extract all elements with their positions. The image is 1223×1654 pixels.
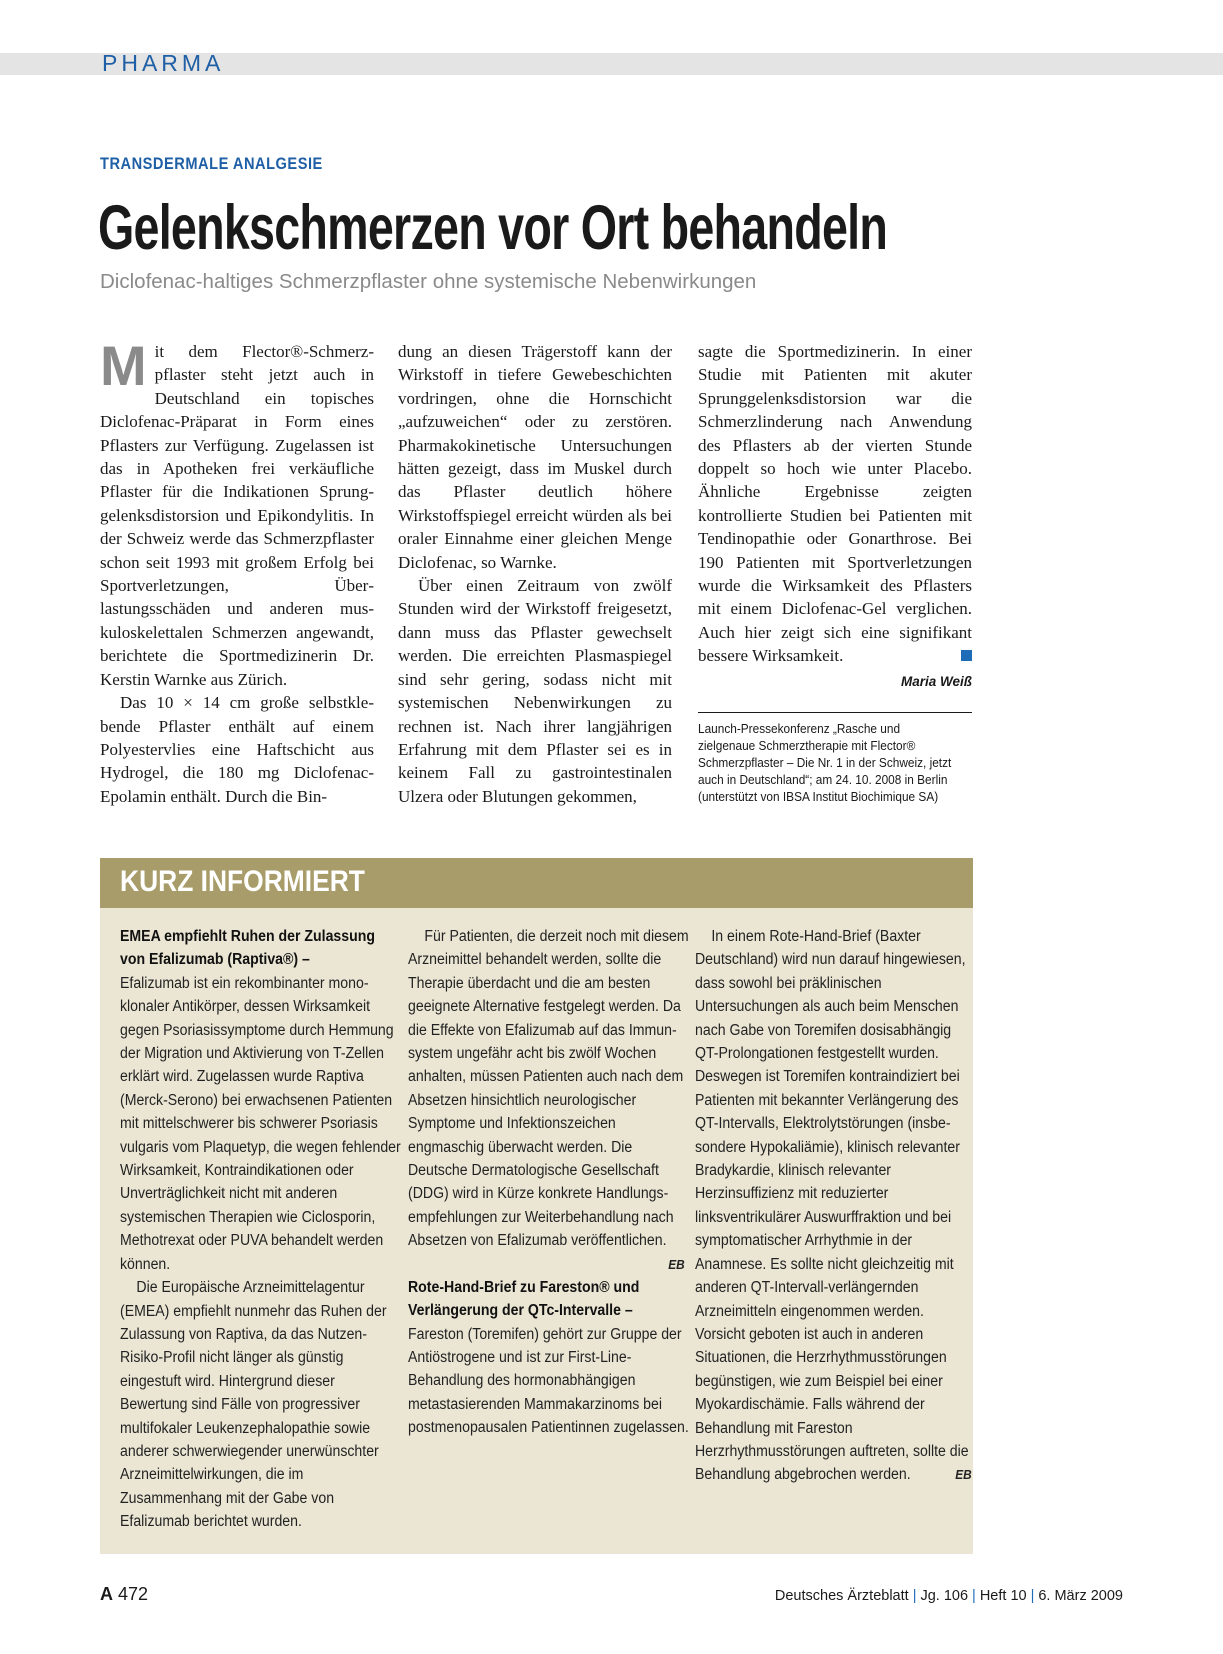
paragraph: Efalizumab ist ein rekombinanter monoklonaler Antikörper, dessen Wirksamkeit gegen Psoriasissymptome durch Hemmung der Migration und Aktivierung von T-Zellen erklärt wird. Zugelassen wurde Raptiva (Merck-Serono) bei erwachsenen Patienten mit mittelschwerer bis schwerer Psoriasis vulgaris vom Plaquetyp, die wegen fehlender Wirksamkeit, Kontraindikationen oder Unverträglichkeit nicht mit anderen systemischen Therapien wie Ciclosporin, Methotrexat oder PUVA behandelt werden können. [120,974,401,1273]
paragraph-text: In einem Rote-Hand-Brief (Baxter Deutschland) wird nun darauf hingewiesen, dass sowohl bei präklinischen Untersuchungen als auch beim Menschen nach Gabe von Toremifen dosisabhängig QT-Prolongationen festgestellt wurden. Deswegen ist Toremifen kontraindiziert bei Patienten mit bekannter Verlängerung des QT-Intervalls, Elektrolytstörungen (insbesondere Hypokaliämie), klinisch relevanter Bradykardie, klinisch relevanter Herzinsuffizienz mit reduzierter linksventrikulärer Auswurffraktion und bei symptomatischer Arrhythmie in der Anamnese. Es sollte nicht gleichzeitig mit anderen QT-Intervall-verlängernden Arzneimitteln eingenommen werden. Vorsicht geboten ist auch in anderen Situationen, die Herzrhythmusstörungen begünstigen, wie zum Beispiel bei einer Myokardischämie. Falls während der Behandlung mit Fareston Herzrhythmusstörungen auftreten, sollte die Behandlung abgebrochen werden. [695,928,969,1484]
page-number [100,1584,148,1605]
separator: | [1030,1588,1035,1604]
article-column-1 [100,334,374,808]
signature: EB [668,1256,685,1272]
drop-cap: M [100,334,147,397]
paragraph: Die Europäische Arzneimittelagentur (EMEA) empfiehlt nunmehr das Ruhen der Zulassung von Raptiva, da das Nutzen-Risiko-Profil nicht länger als günstig eingestuft wird. Hintergrund dieser Bewertung sind Fälle von progressiver multifokaler Leukenzephalopathie sowie anderer schwerwiegender unerwünschter Arzneimittelwirkungen, die im Zusammenhang mit der Gabe von Efalizumab berichtet wurden. [120,1279,387,1531]
page-number-value: 472 [118,1584,149,1604]
end-mark-icon [961,650,972,661]
news-item-lead: EMEA empfiehlt Ruhen der Zulassung von Efalizumab (Raptiva®) – [120,928,375,969]
journal-issue: Heft 10 [979,1588,1027,1604]
separator: | [972,1588,976,1604]
journal-name: Deutsches Ärzteblatt [774,1588,909,1604]
paragraph [695,925,977,1487]
footnote: Launch-Pressekonferenz „Rasche und zielgenaue Schmerztherapie mit Flector® Schmerzpflaster – Die Nr. 1 in der Schweiz, jetzt auch in Deutschland“; am 24. 10. 2008 in Berlin (unterstützt von IBSA Institut Biochimique SA) [698,722,952,804]
paragraph [100,334,374,691]
news-item-lead: Rote-Hand-Brief zu Fareston® und Verlängerung der QTc-Intervalle – [408,1278,640,1320]
article-subtitle: Diclofenac-haltiges Schmerzpflaster ohne systemische Nebenwirkungen [100,270,757,293]
journal-info [775,1588,1123,1604]
separator: | [912,1588,917,1604]
paragraph: dung an diesen Trägerstoff kann der Wirkstoff in tiefere Gewebeschichten vordringen, ohne die Hornschicht „aufzuweichen“ oder zu zerstören. Pharmakokinetische Untersuchungen hätten gezeigt, dass im Muskel durch das Pflaster deutlich höhere Wirkstoffspiegel erreicht würden als bei oraler Einnahme einer gleichen Menge Diclofenac, so Warnke. [398,342,672,572]
article-column-2 [398,340,672,808]
article-title: Gelenkschmerzen vor Ort behandeln [98,193,888,263]
paragraph-text: Für Patienten, die derzeit noch mit diesem Arzneimittel behandelt werden, sollte die Therapie überdacht und die am besten geeignete Alternative festgelegt werden. Da die Effekte von Efalizumab auf das Immunsystem ungefähr acht bis zwölf Wochen anhalten, müssen Patienten auch nach dem Absetzen hinsichtlich neurologischer Symptome und Infektionszeichen engmaschig überwacht werden. Die Deutsche Dermatologische Gesellschaft (DDG) wird in Kürze konkrete Handlungsempfehlungen zur Weiterbehandlung nach Absetzen von Efalizumab veröffentlichen. [408,928,689,1250]
spacer [408,1253,690,1276]
page-prefix: A [100,1584,113,1604]
paragraph: Über einen Zeitraum von zwölf Stunden wird der Wirkstoff freigesetzt, dann muss das Pflaster gewechselt werden. Die erreichten Plasmaspiegel sind sehr gering, sodass nicht mit systemischen Nebenwirkungen zu rechnen ist. Nach ihrer langjährigen Erfahrung mit dem Pflaster sei es in keinem Fall zu gastrointestinalen Ulzera oder Blutungen gekommen, [398,576,672,806]
paragraph-text: it dem Flector®-Schmerzpflaster steht jetzt auch in Deutschland ein topisches Diclofenac-Präparat in Form eines Pflasters zur Verfügung. Zugelassen ist das in Apotheken frei verkäufliche Pflaster für die Indikationen Sprunggelenksdistorsion und Epikondylitis. In der Schweiz werde das Schmerzpflaster schon seit 1993 mit großem Erfolg bei Sportverletzungen, Überlastungsschäden und anderen muskuloskelettalen Schmerzen angewandt, berichtete die Sportmedizinerin Dr. Kerstin Warnke aus Zürich. [100,342,374,689]
journal-date: 6. März 2009 [1038,1588,1123,1604]
author-name: Maria Weiß [900,673,972,689]
section-label: PHARMA [102,50,225,76]
paragraph: Das 10 × 14 cm große selbstklebende Pflaster enthält auf einem Polyestervlies eine Haftschicht aus Hydrogel, die 180 mg Diclofenac-Epolamin enthält. Durch die Bin- [100,693,374,806]
paragraph-text: sagte die Sportmedizinerin. In einer Studie mit Patienten mit akuter Sprunggelenksdistorsion war die Schmerzlinderung nach Anwendung des Pflasters ab der vierten Stunde doppelt so hoch wie unter Placebo. Ähnliche Ergebnisse zeigten kontrollierte Studien bei Patienten mit Tendinopathie oder Gonarthrose. Bei 190 Patienten mit Sportverletzungen wurde die Wirksamkeit des Pflasters mit einem Diclofenac-Gel verglichen. Auch hier zeigt sich eine signifikant bessere Wirksamkeit. [698,342,972,666]
article-column-3 [698,340,972,693]
kurz-column-2 [408,925,690,1440]
journal-volume: Jg. 106 [920,1588,969,1604]
signature: EB [955,1467,972,1483]
kurz-informiert-title: KURZ INFORMIERT [120,865,365,898]
article-kicker: TRANSDERMALE ANALGESIE [100,154,323,173]
footnote-divider [698,712,972,713]
paragraph [408,925,690,1272]
paragraph [698,340,972,668]
paragraph: Fareston (Toremifen) gehört zur Gruppe der Antiöstrogene und ist zur First-Line-Behandlung des hormonabhängigen metastasierenden Mammakarzinoms bei postmenopausalen Patientinnen zugelassen. [408,1325,689,1437]
kurz-column-1 [120,925,402,1534]
kurz-column-3 [695,925,977,1487]
